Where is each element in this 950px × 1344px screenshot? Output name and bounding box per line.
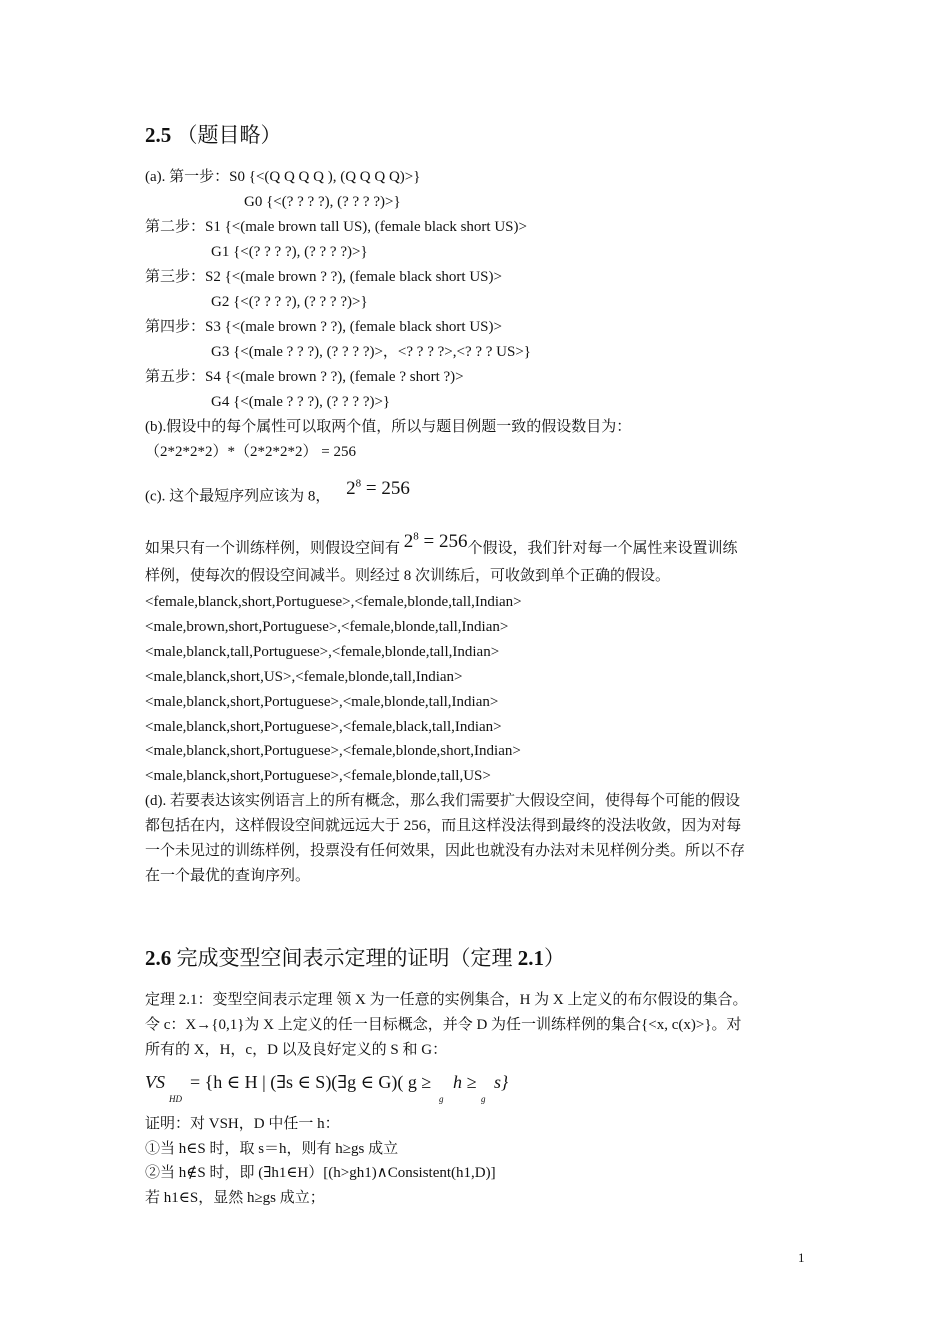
step1-g0: G0 {<(? ? ? ?), (? ? ? ?)>}: [244, 194, 401, 210]
section-2-5-heading: 2.5 （题目略）: [145, 123, 282, 147]
proof-line: ②当 h∉S 时，即 (∃h1∈H）[(h>gh1)∧Consistent(h1,D)]: [145, 1165, 496, 1181]
power-formula-inline: $2^8 = 256$: [403, 531, 468, 553]
training-example: <male,brown,short,Portuguese>,<female,blonde,tall,Indian>: [145, 619, 509, 635]
step2-g1: G1 {<(? ? ? ?), (? ? ? ?)>}: [211, 244, 368, 260]
proof-line: ①当 h∈S 时，取 s＝h，则有 h≥gs 成立: [145, 1141, 399, 1157]
power-formula: $2^8 = 256$: [346, 478, 410, 500]
step1-s0: (a). 第一步：S0 {<(Q Q Q Q ), (Q Q Q Q)>}: [145, 169, 421, 185]
step5-g4: G4 {<(male ? ? ?), (? ? ? ?)>}: [211, 394, 391, 410]
proof-line: 证明：对 VSH，D 中任一 h：: [145, 1116, 340, 1132]
page-number: 1: [798, 1250, 805, 1265]
part-d-line: (d). 若要表达该实例语言上的所有概念，那么我们需要扩大假设空间，使得每个可能的假设: [145, 793, 740, 809]
training-example: <female,blanck,short,Portuguese>,<female,blonde,tall,Indian>: [145, 594, 522, 610]
step4-g3: G3 {<(male ? ? ?), (? ? ? ?)>，<? ? ? ?>,<? ? ? US>}: [211, 344, 532, 360]
theorem-line: 令 c：X→{0,1}为 X 上定义的任一目标概念，并令 D 为任一训练样例的集合{<x, c(x)>}。对: [145, 1017, 742, 1033]
part-b-text: (b).假设中的每个属性可以取两个值，所以与题目例题一致的假设数目为：: [145, 419, 632, 435]
part-b-formula: （2*2*2*2）*（2*2*2*2） = 256: [145, 444, 356, 460]
training-example: <male,blanck,short,Portuguese>,<male,blonde,tall,Indian>: [145, 694, 499, 710]
step3-s2: 第三步：S2 {<(male brown ? ?), (female black short US)>: [145, 269, 502, 285]
version-space-formula: VS HD = {h ∈ H | (∃s ∈ S)(∃g ∈ G)( g ≥ h ≥ s} g g: [145, 1072, 509, 1104]
theorem-line: 所有的 X，H，c，D 以及良好定义的 S 和 G：: [145, 1042, 448, 1058]
step2-s1: 第二步：S1 {<(male brown tall US), (female black short US)>: [145, 219, 527, 235]
proof-line: 若 h1∈S，显然 h≥gs 成立；: [145, 1190, 325, 1206]
step5-s4: 第五步：S4 {<(male brown ? ?), (female ? short ?)>: [145, 369, 464, 385]
part-d-line: 都包括在内，这样假设空间就远远大于 256，而且这样没法得到最终的没法收敛，因为对每: [145, 818, 742, 834]
part-c-paragraph-line1: 如果只有一个训练样例，则假设空间有 $2^8 = 256$个假设，我们针对每一个属性来设置训练: [145, 531, 738, 557]
part-c-line: (c). 这个最短序列应该为 8， $2^8 = 256$: [145, 478, 410, 505]
step3-g2: G2 {<(? ? ? ?), (? ? ? ?)>}: [211, 294, 368, 310]
section-2-6-heading: 2.6 完成变型空间表示定理的证明（定理 2.1）: [145, 946, 565, 970]
step4-s3: 第四步：S3 {<(male brown ? ?), (female black short US)>: [145, 319, 502, 335]
training-example: <male,blanck,short,Portuguese>,<female,blonde,short,Indian>: [145, 743, 521, 759]
training-example: <male,blanck,tall,Portuguese>,<female,blonde,tall,Indian>: [145, 644, 500, 660]
part-d-line: 一个未见过的训练样例，投票没有任何效果，因此也就没有办法对未见样例分类。所以不存: [145, 843, 746, 859]
training-example: <male,blanck,short,Portuguese>,<female,blonde,tall,US>: [145, 768, 491, 784]
theorem-line: 定理 2.1：变型空间表示定理 领 X 为一任意的实例集合，H 为 X 上定义的布尔假设的集合。: [145, 992, 748, 1008]
part-d-line: 在一个最优的查询序列。: [145, 868, 311, 884]
training-example: <male,blanck,short,US>,<female,blonde,tall,Indian>: [145, 669, 463, 685]
part-c-paragraph-line2: 样例，使每次的假设空间减半。则经过 8 次训练后，可收敛到单个正确的假设。: [145, 568, 671, 584]
training-example: <male,blanck,short,Portuguese>,<female,black,tall,Indian>: [145, 719, 502, 735]
